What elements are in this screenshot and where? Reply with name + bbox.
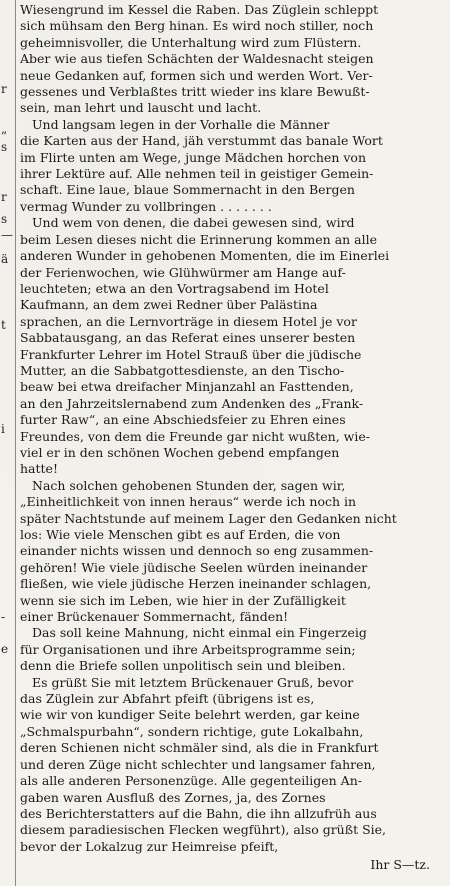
gutter-fragment: - <box>1 610 6 624</box>
text-line: denn die Briefe sollen unpolitisch sein und bleiben. <box>20 658 346 674</box>
signature: Ihr S—tz. <box>370 857 430 873</box>
text-line: wenn sie sich im Leben, wie hier in der Zufälligkeit <box>20 592 346 608</box>
gutter-fragment: s <box>1 212 8 226</box>
text-line: anderen Wunder in gehobenen Momenten, die im Einerlei <box>20 248 390 264</box>
text-line: „Schmalspurbahn“, sondern richtige, gute Lokalbahn, <box>20 723 364 739</box>
text-line: Das soll keine Mahnung, nicht einmal ein Fingerzeig <box>32 625 367 641</box>
text-line: ihrer Lektüre auf. Alle nehmen teil in geistiger Gemein- <box>20 166 374 182</box>
text-line: als alle anderen Personenzüge. Alle gegenteiligen An- <box>20 773 362 789</box>
text-line: und deren Züge nicht schlechter und langsamer fahren, <box>20 756 376 772</box>
text-line: neue Gedanken auf, formen sich und werden Wort. Ver- <box>20 67 373 83</box>
text-line: Aber wie aus tiefen Schächten der Waldesnacht steigen <box>20 51 374 67</box>
gutter-fragment: „ <box>1 122 8 136</box>
text-line: des Berichterstatters auf die Bahn, die ihn allzufrüh aus <box>20 805 377 821</box>
text-line: leuchteten; etwa an den Vortragsabend im Hotel <box>20 280 329 296</box>
gutter-fragment: r <box>1 82 7 96</box>
gutter-fragment: t <box>1 318 6 332</box>
text-line: schaft. Eine laue, blaue Sommernacht in den Bergen <box>20 182 355 198</box>
text-line: fließen, wie viele jüdische Herzen ineinander schlagen, <box>20 576 372 592</box>
text-line: geheimnisvoller, die Unterhaltung wird zum Flüstern. <box>20 34 362 50</box>
text-line: beaw bei etwa dreifacher Minjanzahl an Fasttenden, <box>20 379 354 395</box>
text-line: Mutter, an die Sabbatgottesdienste, an den Tischo- <box>20 362 345 378</box>
text-line: los: Wie viele Menschen gibt es auf Erden, die von <box>20 527 341 542</box>
gutter-fragment: r <box>1 190 7 204</box>
text-line: gehören! Wie viele jüdische Seelen würden ineinander <box>20 559 368 575</box>
text-line: Es grüßt Sie mit letztem Brückenauer Gruß, bevor <box>32 674 354 690</box>
text-line: bevor der Lokalzug zur Heimreise pfeift, <box>20 838 279 854</box>
text-line: einander nichts wissen und dennoch so eng zusammen- <box>20 543 374 559</box>
text-line: „Einheitlichkeit von innen heraus“ werde ich noch in <box>20 494 357 510</box>
text-line: deren Schienen nicht schmäler sind, als die in Frankfurt <box>20 740 379 756</box>
text-line: das Züglein zur Abfahrt pfeift (übrigens ist es, <box>20 691 315 707</box>
gutter-fragment: ä <box>1 252 9 266</box>
text-line: sprachen, an die Lernvorträge in diesem Hotel je vor <box>20 313 357 329</box>
text-line: Frankfurter Lehrer im Hotel Strauß über die jüdische <box>20 346 362 362</box>
text-line: an den Jahrzeitslernabend zum Andenken des „Frank- <box>20 395 364 411</box>
gutter-fragment: — <box>1 228 13 242</box>
text-line: einer Brückenauer Sommernacht, fänden! <box>20 609 289 625</box>
text-line: später Nachtstunde auf meinem Lager den Gedanken nicht <box>20 510 397 526</box>
gutter-fragment: s <box>1 140 8 154</box>
text-line: sich mühsam den Berg hinan. Es wird noch stiller, noch <box>20 18 374 34</box>
text-line: Kaufmann, an dem zwei Redner über Palästina <box>20 297 318 313</box>
text-line: der Ferienwochen, wie Glühwürmer am Hange auf- <box>20 264 346 280</box>
text-line: vermag Wunder zu vollbringen . . . . . . . <box>20 198 272 214</box>
text-line: diesem paradiesischen Flecken wegführt), also grüßt Sie, <box>20 822 386 838</box>
text-line: Nach solchen gehobenen Stunden der, sagen wir, <box>32 477 346 493</box>
column-rule <box>15 0 16 886</box>
text-line: hatte! <box>20 461 58 477</box>
text-line: Und langsam legen in der Vorhalle die Männer <box>32 116 330 132</box>
gutter-fragment: i <box>1 422 5 436</box>
text-line: Und wem von denen, die dabei gewesen sind, wird <box>32 215 355 231</box>
text-line: die Karten aus der Hand, jäh verstummt das banale Wort <box>20 133 383 149</box>
text-line: Sabbatausgang, an das Referat eines unserer besten <box>20 330 356 346</box>
left-column-fragment <box>0 0 14 886</box>
text-line: viel er in den schönen Wochen gebend empfangen <box>20 444 340 460</box>
text-line: gaben waren Ausfluß des Zornes, ja, des Zornes <box>20 789 326 805</box>
text-line: gessenes und Verblaßtes tritt wieder ins klare Bewußt- <box>20 84 370 100</box>
text-line: für Organisationen und ihre Arbeitsprogramme sein; <box>20 641 356 657</box>
article-body <box>20 2 444 855</box>
text-line: beim Lesen dieses nicht die Erinnerung kommen an alle <box>20 231 378 247</box>
text-line: Wiesengrund im Kessel die Raben. Das Züglein schleppt <box>20 2 379 17</box>
gutter-fragment: e <box>1 642 9 656</box>
text-line: Freundes, von dem die Freunde gar nicht wußten, wie- <box>20 428 370 444</box>
text-line: im Flirte unten am Wege, junge Mädchen horchen von <box>20 149 366 165</box>
text-line: wie wir von kundiger Seite belehrt werden, gar keine <box>20 707 360 723</box>
article-column <box>20 2 444 884</box>
text-line: sein, man lehrt und lauscht und lacht. <box>20 100 262 116</box>
text-line: furter Raw“, an eine Abschiedsfeier zu Ehren eines <box>20 412 346 428</box>
